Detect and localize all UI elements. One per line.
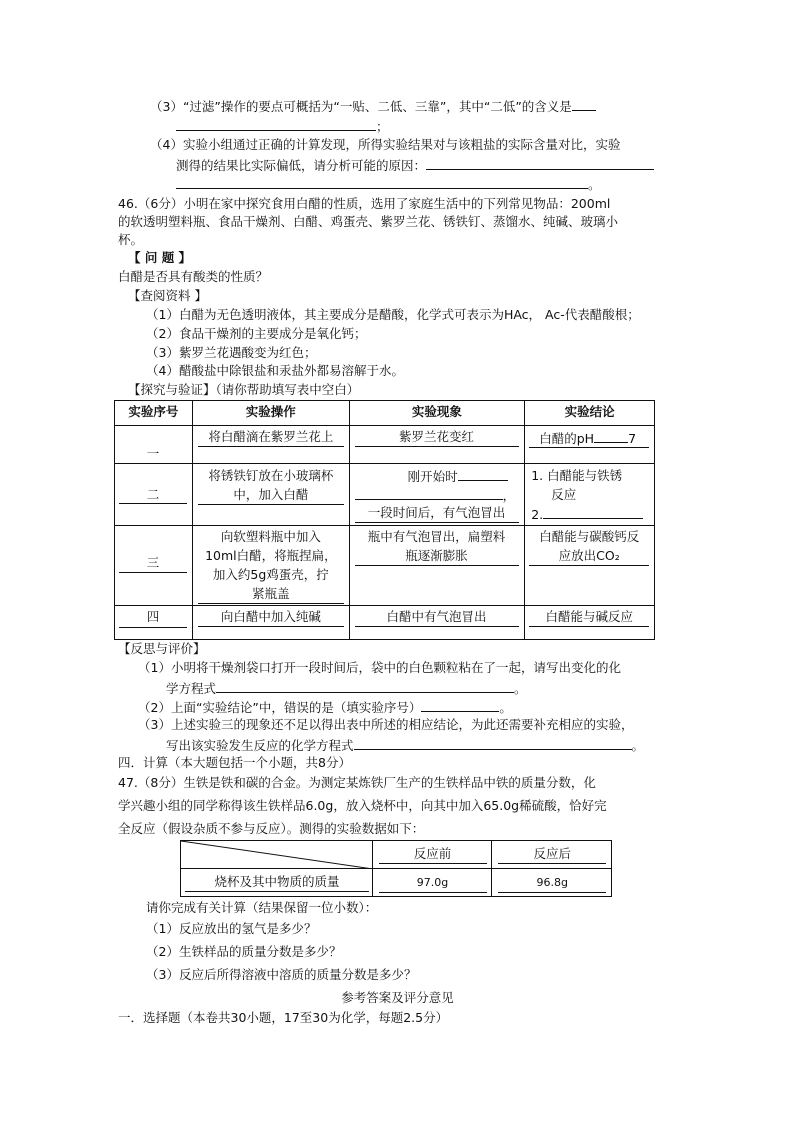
row3-no: 三 bbox=[115, 526, 193, 606]
col-after: 反应后 bbox=[492, 841, 612, 869]
table-row bbox=[115, 464, 655, 526]
table-row bbox=[181, 841, 612, 869]
q46-question-text: 白醋是否具有酸类的性质？ bbox=[118, 269, 269, 284]
q47-text-2: 学兴趣小组的同学称得该生铁样品6.0g，放入烧杯中，向其中加入65.0g稀硫酸，恰好完 bbox=[118, 798, 607, 813]
answers-section1: 一．选择题（本卷共30小题，17至30为化学，每题2.5分） bbox=[118, 1010, 449, 1025]
blank[interactable] bbox=[594, 428, 628, 443]
blank[interactable] bbox=[426, 155, 654, 170]
q46-info-title: 【查阅资料 】 bbox=[128, 288, 207, 303]
row1-concl: 白醋的pH 7 bbox=[525, 426, 655, 464]
q46-info-2: （2）食品干燥剂的主要成分是氧化钙； bbox=[146, 326, 367, 341]
diagonal-header-cell bbox=[181, 841, 373, 869]
reflect-title: 【反思与评价】 bbox=[118, 641, 206, 656]
q47-data-table bbox=[180, 840, 612, 897]
blank[interactable] bbox=[458, 466, 508, 481]
q46-info-4: （4）醋酸盐中除银盐和汞盐外都易溶解于水。 bbox=[146, 363, 404, 378]
table-row bbox=[181, 869, 612, 897]
after-value: 96.8g bbox=[492, 869, 612, 897]
table-row bbox=[115, 426, 655, 464]
q47-ask-3: （3）反应后所得溶液中溶质的质量分数是多少？ bbox=[146, 967, 417, 982]
table-header-op: 实验操作 bbox=[192, 401, 349, 426]
table-row bbox=[115, 526, 655, 606]
blank[interactable] bbox=[176, 174, 588, 189]
row1-no: 一 bbox=[115, 426, 193, 464]
q46-intro-3: 杯。 bbox=[118, 232, 144, 247]
row4-phen: 白醋中有气泡冒出 bbox=[349, 606, 525, 640]
q46-intro-1: 46.（6分）小明在家中探究食用白醋的性质，选用了家庭生活中的下列常见物品：200ml bbox=[118, 196, 611, 211]
q45-item4-line2: 测得的结果比实际偏低，请分析可能的原因： bbox=[176, 155, 654, 175]
blank[interactable] bbox=[355, 485, 503, 500]
blank[interactable] bbox=[216, 678, 514, 693]
row3-op: 向软塑料瓶中加入 10ml白醋，将瓶捏扁， 加入约5g鸡蛋壳，拧 紧瓶盖 bbox=[192, 526, 349, 606]
q45-item3-line2: ； bbox=[176, 116, 389, 136]
row3-concl: 白醋能与碳酸钙反 应放出CO₂ bbox=[525, 526, 655, 606]
q46-explore-title: 【探究与验证】（请你帮助填写表中空白） bbox=[128, 382, 360, 397]
blank[interactable] bbox=[176, 116, 376, 131]
table-header-concl: 实验结论 bbox=[525, 401, 655, 426]
q47-text-3: 全反应（假设杂质不参与反应）。测得的实验数据如下： bbox=[118, 821, 425, 836]
row1-phen: 紫罗兰花变红 bbox=[349, 426, 525, 464]
blank[interactable] bbox=[572, 96, 596, 111]
q45-item3: （3）“过滤”操作的要点可概括为“一贴、二低、三靠”，其中“二低”的含义是 bbox=[150, 96, 596, 116]
q45-item4: （4）实验小组通过正确的计算发现，所得实验结果对与该粗盐的实际含量对比，实验 bbox=[150, 137, 621, 152]
table-header-phen: 实验现象 bbox=[349, 401, 525, 426]
row-label: 烧杯及其中物质的质量 bbox=[181, 869, 373, 897]
reflect-1-line2: 学方程式 。 bbox=[166, 678, 527, 698]
row2-op: 将锈铁钉放在小玻璃杯 中，加入白醋 bbox=[192, 464, 349, 526]
q45-item4-line3: 。 bbox=[176, 174, 601, 194]
reflect-1: （1）小明将干燥剂袋口打开一段时间后，袋中的白色颗粒粘在了一起，请写出变化的化 bbox=[138, 660, 621, 675]
q46-question-title: 【 问 题 】 bbox=[128, 250, 192, 265]
row4-no: 四 bbox=[115, 606, 193, 640]
blank[interactable] bbox=[543, 504, 643, 519]
reflect-3-line2: 写出该实验发生反应的化学方程式 。 bbox=[166, 735, 644, 755]
row1-op: 将白醋滴在紫罗兰花上 bbox=[192, 426, 349, 464]
row2-concl: 1. 白醋能与铁锈 反应 2. bbox=[525, 464, 655, 526]
q47-ask: 请你完成有关计算（结果保留一位小数）： bbox=[146, 900, 378, 915]
row2-no: 二 bbox=[115, 464, 193, 526]
col-before: 反应前 bbox=[372, 841, 492, 869]
blank[interactable] bbox=[354, 735, 632, 750]
q47-text-1: 47.（8分）生铁是铁和碳的合金。为测定某炼铁厂生产的生铁样品中铁的质量分数，化 bbox=[118, 775, 596, 790]
reflect-2: （2）上面“实验结论”中，错误的是（填实验序号） 。 bbox=[138, 697, 512, 717]
reflect-3: （3）上述实验三的现象还不足以得出表中所述的相应结论，为此还需要补充相应的实验， bbox=[138, 717, 634, 732]
before-value: 97.0g bbox=[372, 869, 492, 897]
row4-concl: 白醋能与碱反应 bbox=[525, 606, 655, 640]
section4-heading: 四．计算（本大题包括一个小题，共8分） bbox=[118, 755, 351, 770]
q47-ask-2: （2）生铁样品的质量分数是多少？ bbox=[146, 944, 342, 959]
diagonal-line bbox=[181, 841, 373, 869]
q46-intro-2: 的软透明塑料瓶、食品干燥剂、白醋、鸡蛋壳、紫罗兰花、锈铁钉、蒸馏水、纯碱、玻璃小 bbox=[118, 214, 619, 229]
table-header-no: 实验序号 bbox=[115, 401, 193, 426]
q47-ask-1: （1）反应放出的氢气是多少？ bbox=[146, 921, 317, 936]
answers-title: 参考答案及评分意见 bbox=[341, 990, 454, 1005]
row2-phen: 刚开始时 ， 一段时间后，有气泡冒出 bbox=[349, 464, 525, 526]
q46-info-1: （1）白醋为无色透明液体，其主要成分是醋酸，化学式可表示为HAc， Ac-代表醋酸根； bbox=[146, 307, 640, 322]
blank[interactable] bbox=[421, 697, 499, 712]
experiment-table bbox=[114, 400, 655, 640]
row3-phen: 瓶中有气泡冒出，扁塑料 瓶逐渐膨胀 bbox=[349, 526, 525, 606]
q46-info-3: （3）紫罗兰花遇酸变为红色； bbox=[146, 345, 317, 360]
row4-op: 向白醋中加入纯碱 bbox=[192, 606, 349, 640]
table-row bbox=[115, 606, 655, 640]
